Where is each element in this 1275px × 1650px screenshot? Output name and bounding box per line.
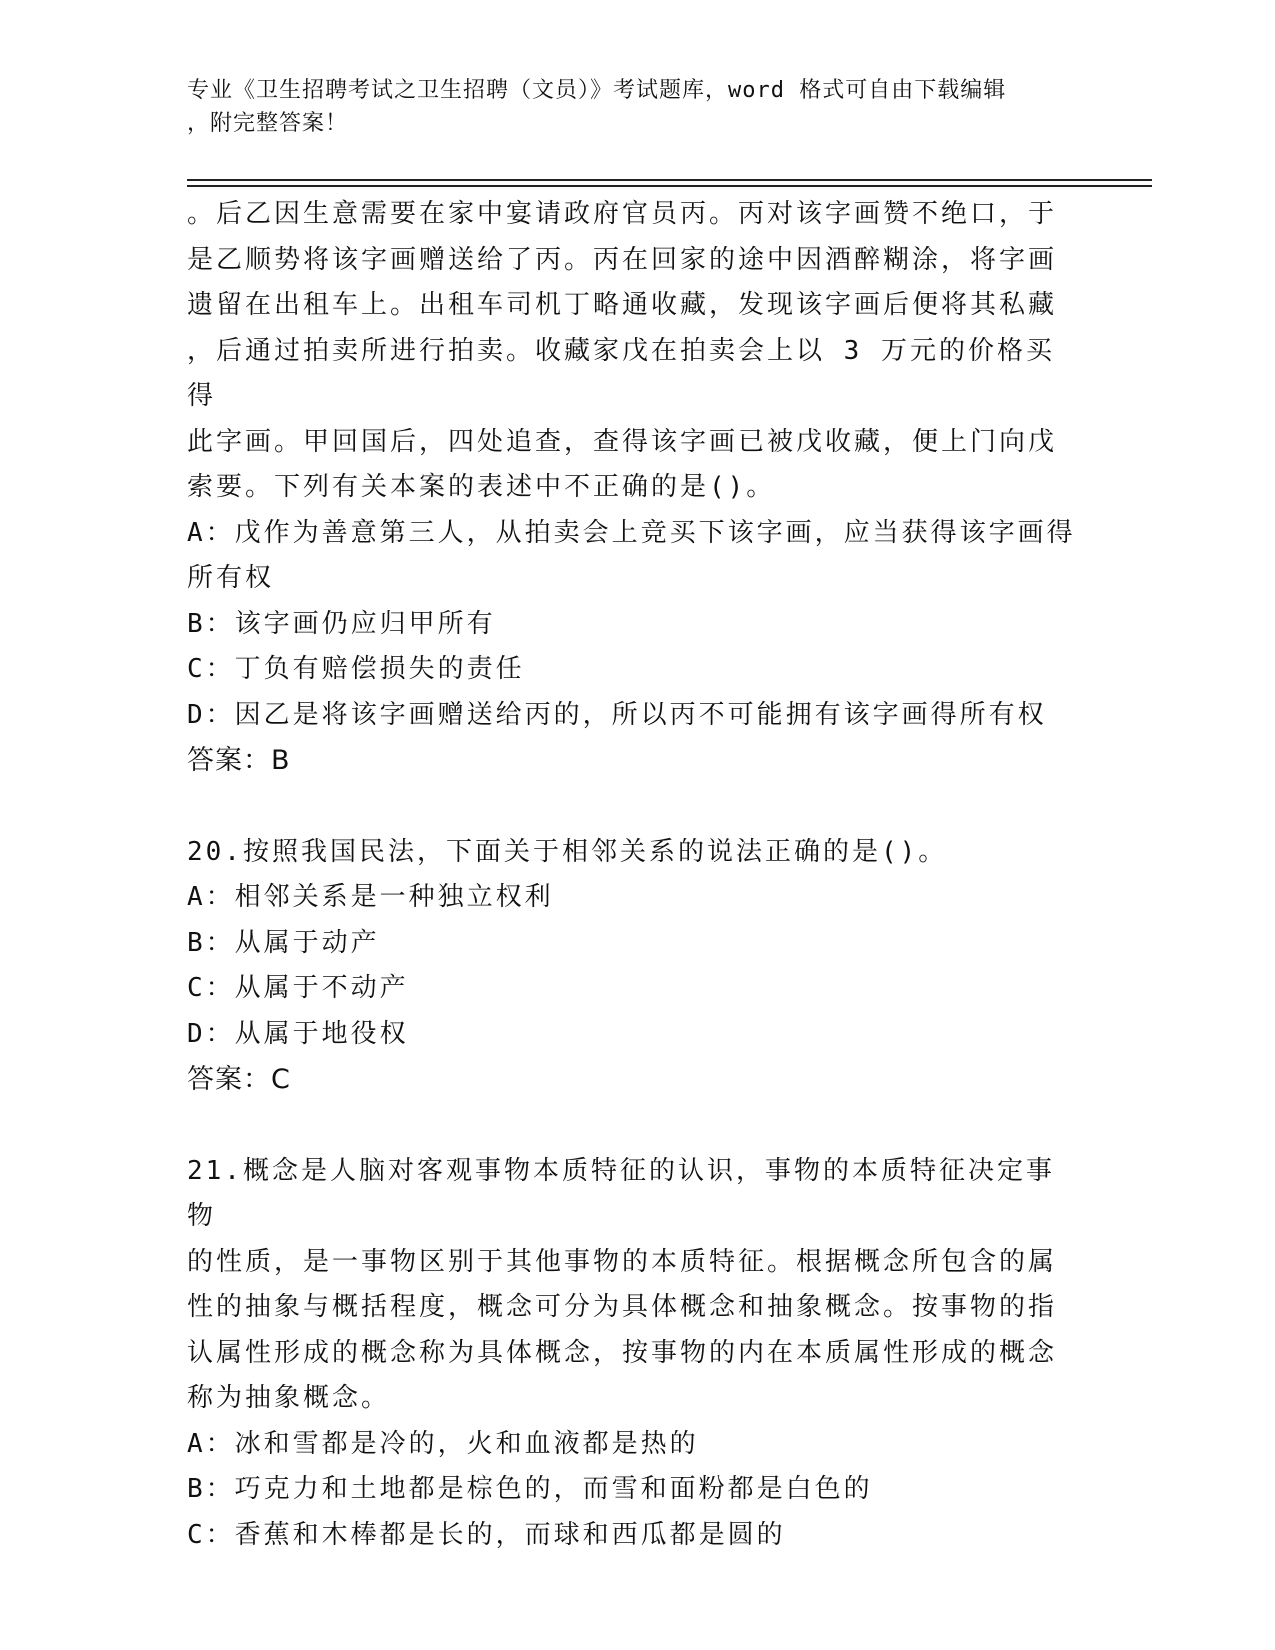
spacer xyxy=(187,784,1077,830)
question-19-line-5: 此字画。甲回国后，四处追查，查得该字画已被戊收藏，便上门向戊 xyxy=(187,426,1058,457)
question-19 xyxy=(187,192,1077,784)
question-21-line-5: 称为抽象概念。 xyxy=(187,1383,391,1413)
question-19-option-c: C：丁负有赔偿损失的责任 xyxy=(187,654,525,684)
question-21-line-3: 性的抽象与概括程度，概念可分为具体概念和抽象概念。按事物的指 xyxy=(187,1292,1058,1322)
question-19-line-2: 是乙顺势将该字画赠送给了丙。丙在回家的途中因酒醉糊涂，将字画 xyxy=(187,244,1058,275)
header-title-line-1: 专业《卫生招聘考试之卫生招聘（文员）》考试题库，word 格式可自由下载编辑 xyxy=(187,78,1007,103)
question-19-line-6: 索要。下列有关本案的表述中不正确的是()。 xyxy=(187,472,776,502)
question-20 xyxy=(187,830,1077,1103)
question-19-line-4: ，后通过拍卖所进行拍卖。收藏家戊在拍卖会上以 3 万元的价格买得 xyxy=(187,335,1055,411)
question-21-option-c: C：香蕉和木棒都是长的，而球和西瓜都是圆的 xyxy=(187,1519,786,1550)
question-20-answer: 答案：C xyxy=(187,1064,291,1095)
document-body xyxy=(187,192,1077,1558)
question-21-line-4: 认属性形成的概念称为具体概念，按事物的内在本质属性形成的概念 xyxy=(187,1337,1058,1368)
question-20-option-a: A：相邻关系是一种独立权利 xyxy=(187,882,554,912)
header-rule-bottom xyxy=(187,185,1152,187)
question-21-option-a: A：冰和雪都是冷的，火和血液都是热的 xyxy=(187,1428,699,1459)
question-21-line-2: 的性质，是一事物区别于其他事物的本质特征。根据概念所包含的属 xyxy=(187,1246,1058,1277)
header-title-line-2: ，附完整答案！ xyxy=(187,111,349,136)
question-19-option-b: B：该字画仍应归甲所有 xyxy=(187,608,496,639)
question-20-stem: 20.按照我国民法，下面关于相邻关系的说法正确的是()。 xyxy=(187,836,948,867)
question-21-option-b: B：巧克力和土地都是棕色的，而雪和面粉都是白色的 xyxy=(187,1474,873,1504)
question-19-line-1: 。后乙因生意需要在家中宴请政府官员丙。丙对该字画赞不绝口，于 xyxy=(187,199,1058,229)
document-header xyxy=(187,74,1067,140)
spacer xyxy=(187,1103,1077,1149)
question-19-line-3: 遗留在出租车上。出租车司机丁略通收藏，发现该字画后便将其私藏 xyxy=(187,290,1058,320)
question-19-answer: 答案：B xyxy=(187,745,291,776)
question-19-option-a-cont: 所有权 xyxy=(187,563,275,593)
question-21 xyxy=(187,1149,1077,1559)
question-21-line-1: 21.概念是人脑对客观事物本质特征的认识，事物的本质特征决定事物 xyxy=(187,1155,1055,1231)
question-19-option-a: A：戊作为善意第三人，从拍卖会上竞买下该字画，应当获得该字画得 xyxy=(187,517,1076,548)
question-20-option-d: D：从属于地役权 xyxy=(187,1018,409,1049)
header-rule-top xyxy=(187,179,1152,181)
question-20-option-b: B：从属于动产 xyxy=(187,927,380,958)
question-20-option-c: C：从属于不动产 xyxy=(187,973,409,1003)
question-19-option-d: D：因乙是将该字画赠送给丙的，所以丙不可能拥有该字画得所有权 xyxy=(187,699,1047,730)
